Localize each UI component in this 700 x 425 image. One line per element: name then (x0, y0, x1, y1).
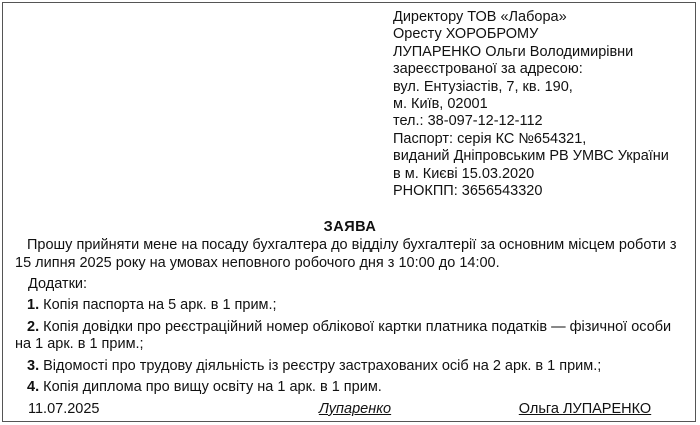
addressee-line: ЛУПАРЕНКО Ольги Володимирівни (393, 43, 634, 60)
document-date: 11.07.2025 (28, 401, 100, 417)
request-paragraph: Прошу прийняти мене на посаду бухгалтера до відділу бухгалтерії за основним місцем роботи з 15 липня 2025 року на умовах неповного робочого дня з 10:00 до 14:00. (15, 237, 677, 271)
attachment-text: Відомості про трудову діяльність із реєстру застрахованих осіб на 2 арк. в 1 прим.; (39, 357, 602, 374)
attachment-number: 4. (27, 379, 40, 396)
attachment-text: Копія довідки про реєстраційний номер облікової картки платника податків — фізичної особи на 1 арк. в 1 прим.; (15, 318, 672, 353)
document-title: ЗАЯВА (323, 219, 377, 235)
attachment-item (15, 319, 691, 354)
attachment-text: Копія диплома про вищу освіту на 1 арк. в 1 прим. (39, 379, 382, 396)
signatory-name: Ольга ЛУПАРЕНКО (518, 401, 652, 417)
attachments-label: Додатки: (28, 276, 88, 292)
attachment-item (15, 297, 691, 315)
signature: Лупаренко (318, 401, 392, 417)
attachment-number: 3. (27, 357, 40, 374)
attachment-number: 2. (27, 318, 40, 335)
addressee-block (393, 9, 669, 200)
attachments-list (15, 297, 691, 401)
addressee-line: виданий Дніпровським РВ УМВС України (393, 148, 669, 165)
addressee-line: Директору ТОВ «Лабора» (393, 9, 567, 25)
addressee-line: зареєстрованої за адресою: (393, 61, 583, 78)
addressee-line: м. Київ, 02001 (393, 96, 488, 113)
attachment-text: Копія паспорта на 5 арк. в 1 прим.; (39, 297, 277, 313)
addressee-line: Оресту ХОРОБРОМУ (393, 26, 539, 43)
attachment-item (15, 379, 691, 397)
addressee-line: тел.: 38-097-12-12-112 (393, 113, 543, 130)
attachment-item (15, 358, 691, 376)
addressee-line: вул. Ентузіастів, 7, кв. 190, (393, 78, 573, 95)
addressee-line: РНОКПП: 3656543320 (393, 183, 543, 200)
attachment-number: 1. (27, 297, 40, 313)
addressee-line: в м. Києві 15.03.2020 (393, 165, 535, 182)
addressee-line: Паспорт: серія КС №654321, (393, 130, 587, 147)
